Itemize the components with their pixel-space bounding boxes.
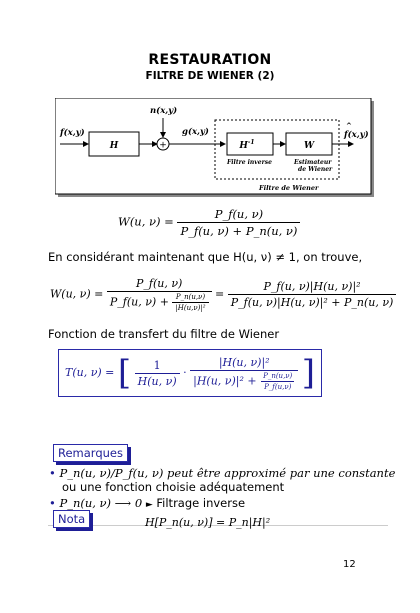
nota-equation: H[P_n(u, ν)] = P_n|H|² [145, 516, 271, 529]
remark-item-1: • P_n(u, ν)/P_f(u, ν) peut être approximé par une constante ou une fonction choisie adéquatement [49, 466, 396, 494]
w-block-label: W [303, 141, 315, 151]
label-filtre-inverse: Filtre inverse [227, 159, 272, 166]
h-block-label: H [109, 141, 119, 151]
remarques-label: Remarques [53, 444, 128, 462]
input-label: f(x,y) [60, 128, 85, 138]
wiener-block-diagram [55, 98, 375, 198]
label-estimateur-2: de Wiener [298, 166, 333, 173]
text-transfer-function: Fonction de transfert du filtre de Wiener [48, 327, 280, 341]
bullet-icon: • [49, 496, 56, 510]
nota-label-box [53, 508, 90, 528]
output-hat: ^ [346, 122, 352, 130]
transfer-function-box: T(u, ν) = [ $\frac{1}{H(u, \nu)}$ · |H(u, ν)|² |H(u, ν)|² + $\frac{P\_n(u,\nu)}{P\_f(u,\nu)}$ ] [58, 349, 322, 397]
label-estimateur-1: Estimateur [294, 159, 332, 166]
remark-item-2: • P_n(u, ν) ⟶ 0 ► Filtrage inverse [49, 496, 246, 510]
text-consider: En considérant maintenant que H(u, ν) ≠ 1, on trouve, [48, 250, 363, 264]
plus-sign: + [159, 140, 167, 151]
noise-label: n(x,y) [150, 106, 178, 116]
signal-g-label: g(x,y) [182, 127, 209, 137]
arrow-icon: ► [145, 500, 153, 510]
equation-wiener-expanded: W(u, ν) = P_f(u, ν) P_f(u, ν) + $\frac{P\_n(u,\nu)}{\text{|H(u,ν)|²}}$ = $\frac{\text{P\_f(u, ν)|H(u, ν)|²}}{\text{P\_f(u, ν)|H(u, ν)|² + P\_n(u, ν)}}$ [50, 277, 396, 312]
bullet-icon: • [49, 466, 56, 480]
page-title: RESTAURATION [148, 52, 272, 68]
h-inverse-label: $H^{-1}$ [239, 139, 255, 151]
page-subtitle: FILTRE DE WIENER (2) [145, 70, 275, 82]
equation-wiener: W(u, ν) = $\frac{P\_f(u, \nu)}{P\_f(u, \nu) + P\_n(u, \nu)}$ [118, 207, 300, 238]
label-filtre-wiener: Filtre de Wiener [259, 184, 319, 192]
output-label: f(x,y) [344, 130, 369, 140]
nota-label: Nota [53, 510, 90, 528]
remarques-label-box [53, 442, 128, 462]
page-number: 12 [343, 559, 356, 570]
